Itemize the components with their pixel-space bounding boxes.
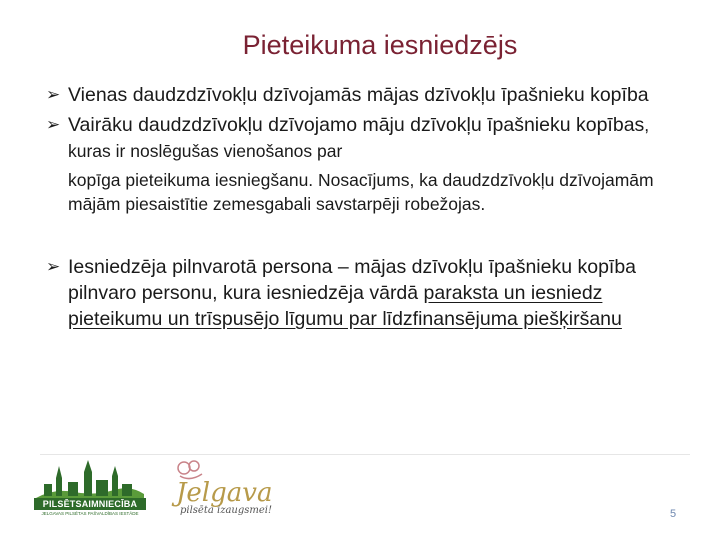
- bullet-text: Vairāku daudzdzīvokļu dzīvojamo māju dzīvokļu īpašnieku kopības: [68, 114, 645, 136]
- bullet-lead: Iesniedzēja pilnvarotā persona: [68, 256, 333, 278]
- jelgava-logo: [150, 458, 280, 520]
- bullet-item: [46, 254, 666, 332]
- arrow-right-icon: ➢: [46, 257, 61, 277]
- city-skyline-icon: [34, 458, 146, 500]
- bullet-item: [46, 112, 666, 164]
- pilsetsaimnieciba-logo: [34, 458, 146, 520]
- bullet-list: [46, 82, 666, 332]
- bullet-text: Vienas daudzdzīvokļu dzīvojamās mājas dzīvokļu īpašnieku kopība: [68, 84, 649, 106]
- arrow-right-icon: ➢: [46, 115, 61, 135]
- bullet-text: – mājas dzīvokļu īpašnieku kopība pilnvaro personu, kura iesniedzēja vārdā: [68, 256, 637, 304]
- logo-word: Jelgava: [176, 478, 273, 508]
- logo-subtitle: JELGAVAS PILSĒTAS PAŠVALDĪBAS IESTĀDE: [41, 511, 139, 516]
- underlined-text: paraksta un iesniedz pieteikumu un trīspusējo līgumu par līdzfinansējuma piešķiršanu: [68, 282, 622, 330]
- bullet-text-tail: , kuras ir noslēgušas vienošanos par: [68, 115, 650, 161]
- slide-title: Pieteikuma iesniedzējs: [242, 30, 518, 60]
- footer-divider: [40, 454, 690, 455]
- page-number: 5: [670, 508, 677, 520]
- logo-tagline: pilsēta izaugsmei!: [180, 505, 273, 516]
- logo-name: PILSĒTSAIMNIECĪBA: [34, 498, 146, 510]
- bullet-continuation: kopīga pieteikuma iesniegšanu. Nosacījums, ka daudzdzīvokļu dzīvojamām mājām piesaistītie zemesgabali savstarpēji robežojas.: [68, 170, 654, 214]
- arrow-right-icon: ➢: [46, 85, 61, 105]
- bullet-item: [46, 82, 666, 108]
